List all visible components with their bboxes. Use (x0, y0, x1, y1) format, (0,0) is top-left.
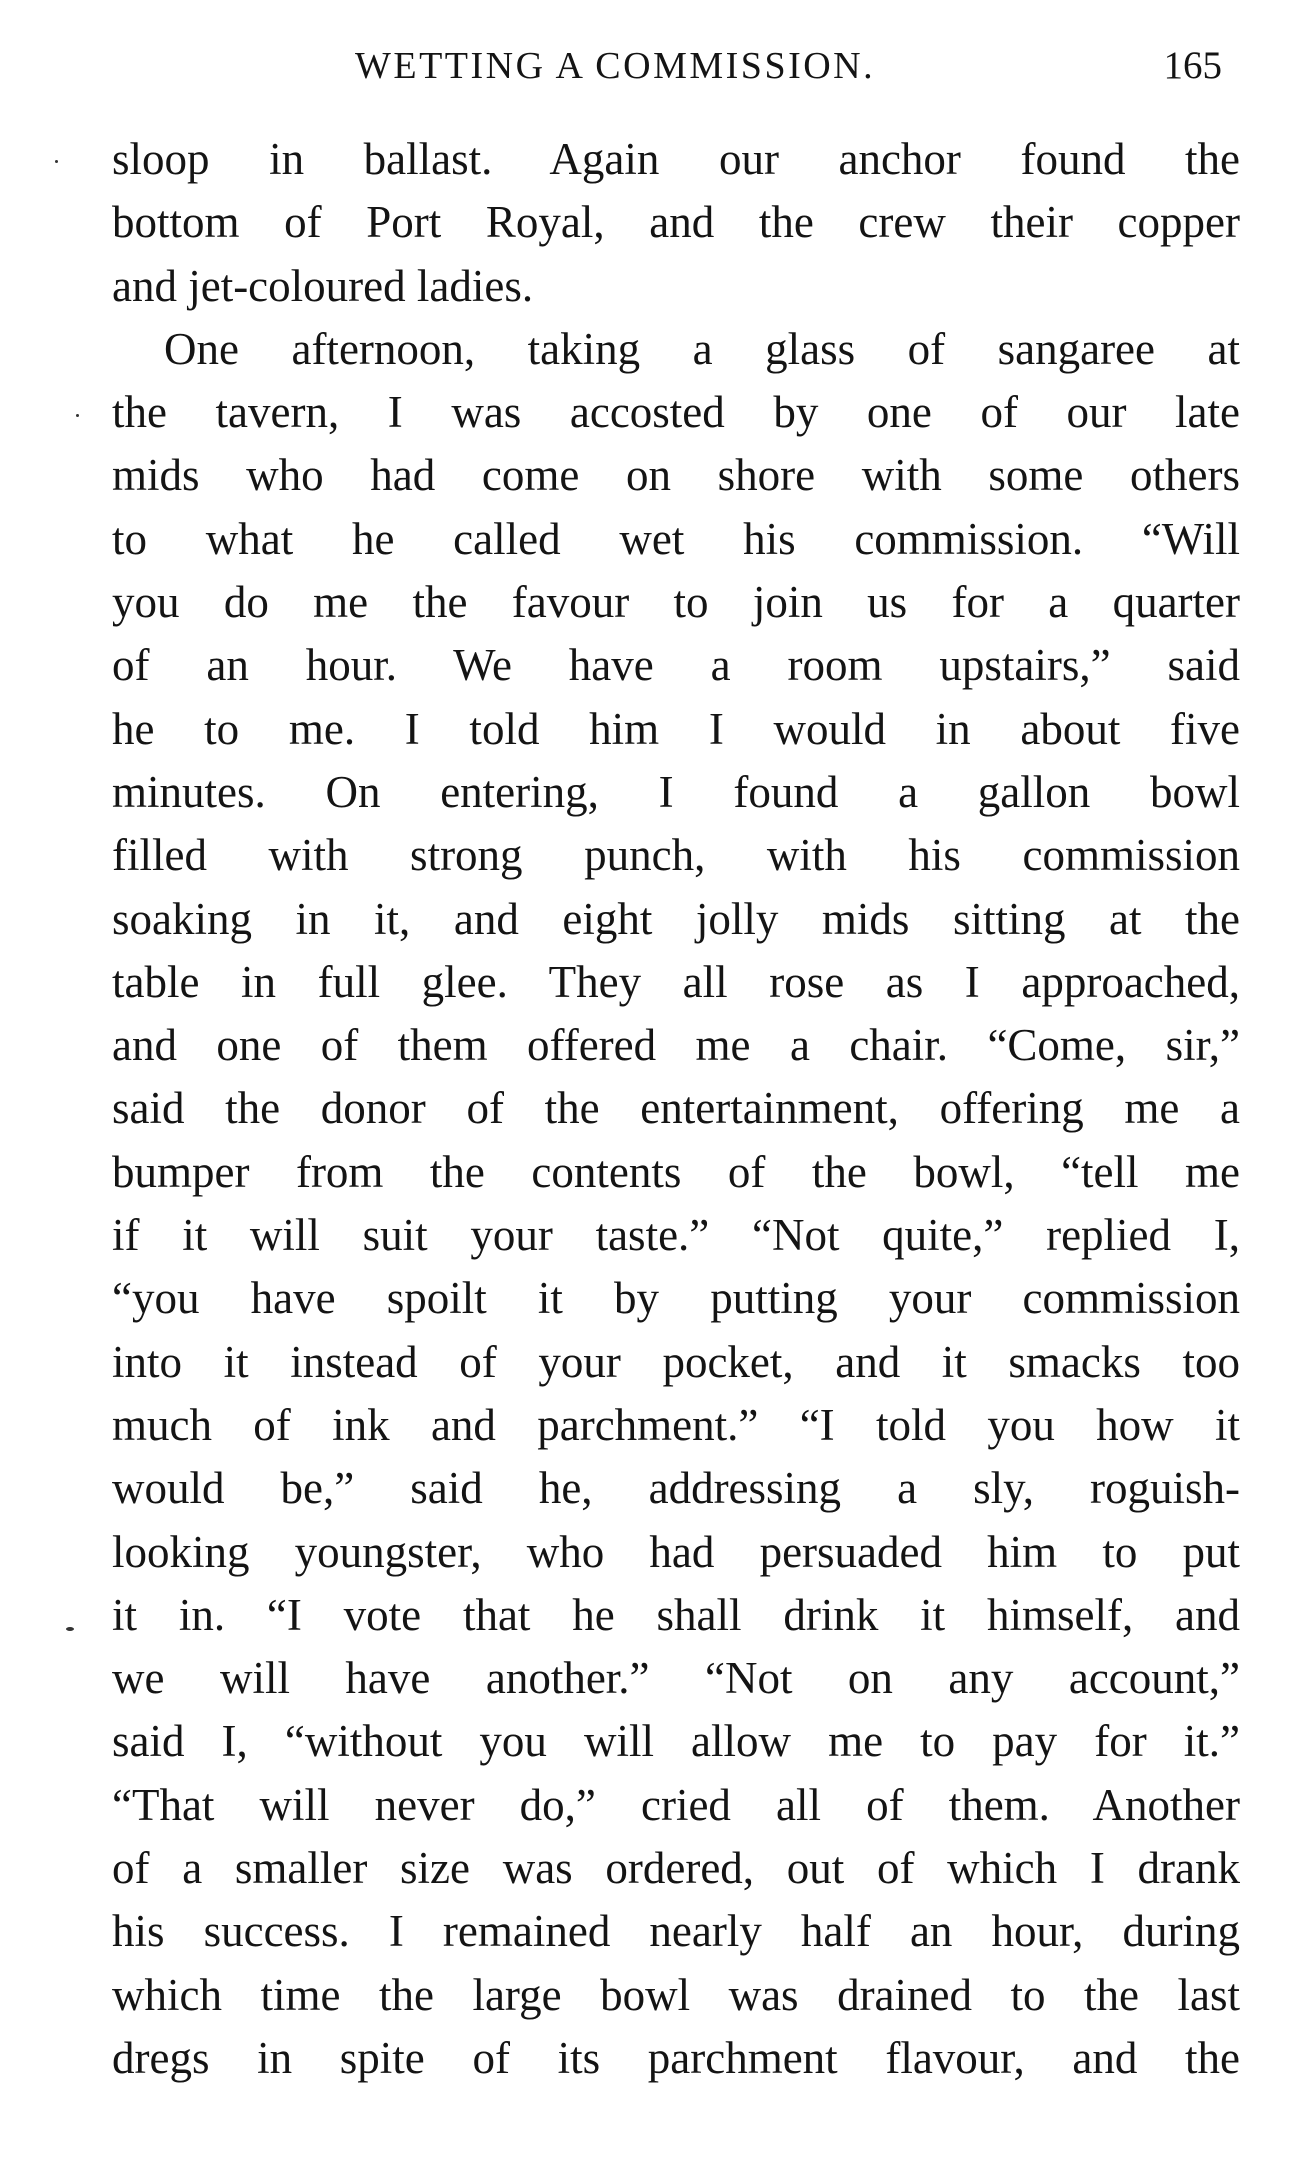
text-line: would be,” said he, addressing a sly, roguish- (112, 1463, 1240, 1514)
text-line: bottom of Port Royal, and the crew their copper (112, 197, 1240, 248)
margin-speck (55, 160, 58, 163)
text-line: table in full glee. They all rose as I approached, (112, 956, 1240, 1007)
margin-speck (66, 1627, 74, 1631)
running-head (110, 38, 1240, 94)
text-line: soaking in it, and eight jolly mids sitting at the (112, 893, 1240, 944)
text-line: which time the large bowl was drained to the last (112, 1969, 1240, 2020)
text-line: into it instead of your pocket, and it smacks too (112, 1336, 1240, 1387)
text-line: his success. I remained nearly half an hour, during (112, 1906, 1240, 1957)
text-line: mids who had come on shore with some others (112, 450, 1240, 501)
text-line: if it will suit your taste.” “Not quite,” replied I, (112, 1210, 1240, 1261)
text-line: sloop in ballast. Again our anchor found the (112, 134, 1240, 184)
text-line: minutes. On entering, I found a gallon bowl (112, 766, 1240, 817)
text-line: to what he called wet his commission. “Will (112, 513, 1240, 564)
text-line: the tavern, I was accosted by one of our late (112, 387, 1240, 438)
text-line: “you have spoilt it by putting your commission (112, 1273, 1240, 1324)
text-line: filled with strong punch, with his commission (112, 830, 1240, 881)
text-line: and jet-coloured ladies. (112, 260, 534, 311)
text-line: and one of them offered me a chair. “Come, sir,” (112, 1020, 1240, 1071)
running-title: WETTING A COMMISSION. (355, 45, 876, 87)
text-line: he to me. I told him I would in about five (112, 703, 1240, 754)
text-line: of a smaller size was ordered, out of which I drank (112, 1843, 1240, 1894)
paragraph-first-line: One afternoon, taking a glass of sangaree at (164, 323, 1240, 374)
text-line: said the donor of the entertainment, offering me a (112, 1083, 1240, 1134)
page-number: 165 (1163, 44, 1222, 87)
text-line: of an hour. We have a room upstairs,” said (112, 640, 1240, 691)
text-line: bumper from the contents of the bowl, “tell me (112, 1146, 1240, 1197)
text-line: dregs in spite of its parchment flavour, and the (112, 2032, 1240, 2083)
text-line: “That will never do,” cried all of them. Another (112, 1779, 1240, 1830)
text-line: you do me the favour to join us for a quarter (112, 577, 1240, 628)
text-line: it in. “I vote that he shall drink it himself, and (112, 1589, 1240, 1640)
body-text (112, 128, 1240, 2090)
text-line: said I, “without you will allow me to pay for it.” (112, 1716, 1240, 1767)
text-line: much of ink and parchment.” “I told you how it (112, 1399, 1240, 1450)
margin-speck (76, 414, 79, 417)
text-line: we will have another.” “Not on any account,” (112, 1653, 1240, 1704)
text-line: looking youngster, who had persuaded him to put (112, 1526, 1240, 1577)
